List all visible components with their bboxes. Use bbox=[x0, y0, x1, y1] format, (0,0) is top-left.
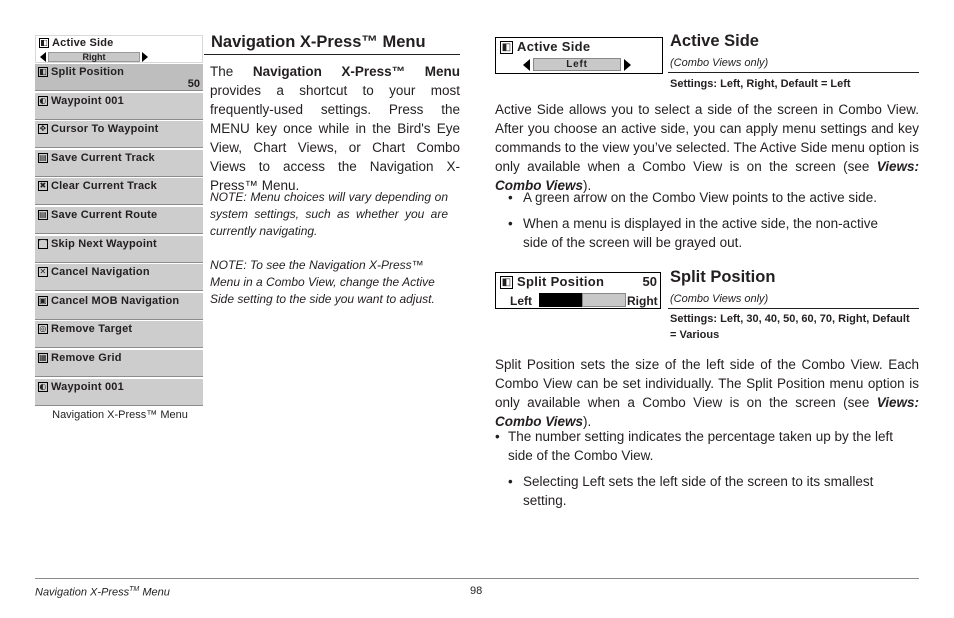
menu-item-label: Waypoint 001 bbox=[51, 94, 124, 107]
list-item: • The number setting indicates the percentage taken up by the left side of the Combo View. bbox=[495, 429, 893, 463]
heading-rule bbox=[204, 54, 460, 55]
menu-item-active-side[interactable] bbox=[35, 35, 203, 63]
cancel-nav-icon: ✕ bbox=[39, 267, 47, 277]
paragraph-active-side: Active Side allows you to select a side of the screen in Combo View. After you choose an active side, you can apply menu settings and key commands to the view you’ve selected. The Active Side menu option is only available when a Combo View is on the screen (see Views: Combo Views). bbox=[495, 102, 919, 193]
arrow-left-icon bbox=[523, 59, 530, 71]
menu-item[interactable] bbox=[35, 349, 203, 377]
heading-rule bbox=[668, 72, 919, 73]
note-combo-view: NOTE: To see the Navigation X-Press™ Menu in a Combo View, change the Active Side setting to the side you want to adjust. bbox=[210, 258, 435, 306]
paragraph-split-position: Split Position sets the size of the left side of the Combo View. Each Combo View can be set individually. The Split Position menu option is only available when a Combo View is on the screen (see Views: Combo Views). bbox=[495, 357, 920, 429]
menu-item-value: 50 bbox=[187, 78, 200, 90]
menu-item-label: Cancel MOB Navigation bbox=[51, 294, 180, 307]
split-left-bar bbox=[539, 293, 582, 307]
arrow-left-icon[interactable] bbox=[40, 52, 46, 62]
menu-item[interactable] bbox=[35, 378, 203, 406]
menu-item-label: Remove Target bbox=[51, 323, 133, 336]
list-item: • A green arrow on the Combo View points to the active side. bbox=[508, 190, 877, 205]
split-right-label: Right bbox=[627, 294, 658, 308]
save-route-icon: ▤ bbox=[39, 210, 47, 220]
menu-item-label: Remove Grid bbox=[51, 352, 122, 364]
active-side-graphic: ◧ Active Side Left bbox=[495, 37, 663, 74]
subheading-combo-views: (Combo Views only) bbox=[670, 57, 769, 69]
active-side-graphic-value: Left bbox=[533, 58, 621, 71]
footer-section-title: Navigation X-Press™ Menu bbox=[35, 586, 170, 599]
bullet-list-split-position bbox=[495, 427, 905, 517]
menu-item-label: Skip Next Waypoint bbox=[51, 237, 157, 250]
grid-icon: ▦ bbox=[39, 353, 47, 363]
menu-item-label: Split Position bbox=[51, 66, 125, 78]
menu-item[interactable] bbox=[35, 92, 203, 120]
menu-item[interactable] bbox=[35, 235, 203, 263]
menu-item-label: Clear Current Track bbox=[51, 180, 157, 193]
split-position-graphic: ◧ Split Position 50 Left Right bbox=[495, 272, 661, 309]
save-track-icon: ▤ bbox=[39, 152, 47, 162]
split-left-label: Left bbox=[510, 294, 532, 308]
clear-track-icon: ✖ bbox=[39, 181, 47, 191]
paragraph-navigation: The Navigation X-Press™ Menu provides a shortcut to your most frequently-used settings. Press the MENU key once while in the Bird's Eye View, Chart Views, or Chart Combo Views to access the Navigation X-Press™ Menu. bbox=[210, 64, 460, 193]
menu-caption: Navigation X-Press™ Menu bbox=[52, 409, 188, 421]
menu-item[interactable] bbox=[35, 63, 203, 91]
cancel-mob-icon: ▣ bbox=[39, 295, 47, 305]
heading-rule bbox=[668, 308, 919, 309]
active-side-value[interactable]: Right bbox=[48, 52, 140, 62]
menu-item[interactable] bbox=[35, 149, 203, 177]
bullet-list-active-side bbox=[495, 188, 905, 259]
skip-icon: ⌒ bbox=[39, 238, 48, 248]
menu-item[interactable] bbox=[35, 292, 203, 320]
menu-item[interactable] bbox=[35, 320, 203, 348]
split-position-value: 50 bbox=[642, 274, 657, 289]
arrow-right-icon bbox=[624, 59, 631, 71]
active-side-icon: ◧ bbox=[40, 38, 48, 48]
navigation-xpress-menu-graphic bbox=[35, 35, 203, 406]
list-item: • When a menu is displayed in the active side, the non-active side of the screen will be grayed out. bbox=[508, 216, 878, 250]
waypoint-icon: ◐ bbox=[39, 95, 47, 105]
arrow-right-icon[interactable] bbox=[142, 52, 148, 62]
cursor-icon: ✥ bbox=[39, 124, 47, 134]
menu-item-label: Waypoint 001 bbox=[51, 380, 124, 393]
menu-item-label: Cancel Navigation bbox=[51, 266, 150, 279]
section-heading-navigation: Navigation X-Press™ Menu bbox=[211, 33, 426, 51]
menu-item[interactable] bbox=[35, 206, 203, 234]
subheading-combo-views: (Combo Views only) bbox=[670, 293, 769, 305]
target-icon: ◎ bbox=[39, 324, 47, 334]
footer-rule bbox=[35, 578, 919, 579]
note-menu-choices: NOTE: Menu choices will vary depending on system settings, such as whether you are currently navigating. bbox=[210, 190, 448, 238]
section-heading-split-position: Split Position bbox=[670, 268, 776, 286]
active-side-icon: ◧ bbox=[501, 42, 512, 54]
menu-item-label: Save Current Route bbox=[51, 209, 158, 221]
page-number: 98 bbox=[470, 585, 483, 597]
split-icon: ◧ bbox=[39, 67, 47, 77]
menu-item[interactable] bbox=[35, 177, 203, 205]
settings-active-side: Settings: Left, Right, Default = Left bbox=[670, 78, 851, 90]
split-icon: ◧ bbox=[501, 277, 512, 289]
menu-item[interactable] bbox=[35, 120, 203, 148]
split-right-bar bbox=[582, 293, 626, 307]
menu-item-label: Save Current Track bbox=[51, 151, 155, 164]
settings-split-position: Settings: Left, 30, 40, 50, 60, 70, Right, Default = Various bbox=[670, 313, 910, 341]
menu-item-label: Active Side bbox=[52, 37, 114, 49]
menu-item[interactable] bbox=[35, 263, 203, 291]
waypoint-icon: ◐ bbox=[39, 381, 47, 391]
section-heading-active-side: Active Side bbox=[670, 32, 759, 50]
menu-item-label: Cursor To Waypoint bbox=[51, 123, 159, 136]
list-item: • Selecting Left sets the left side of the screen to its smallest setting. bbox=[508, 474, 874, 508]
